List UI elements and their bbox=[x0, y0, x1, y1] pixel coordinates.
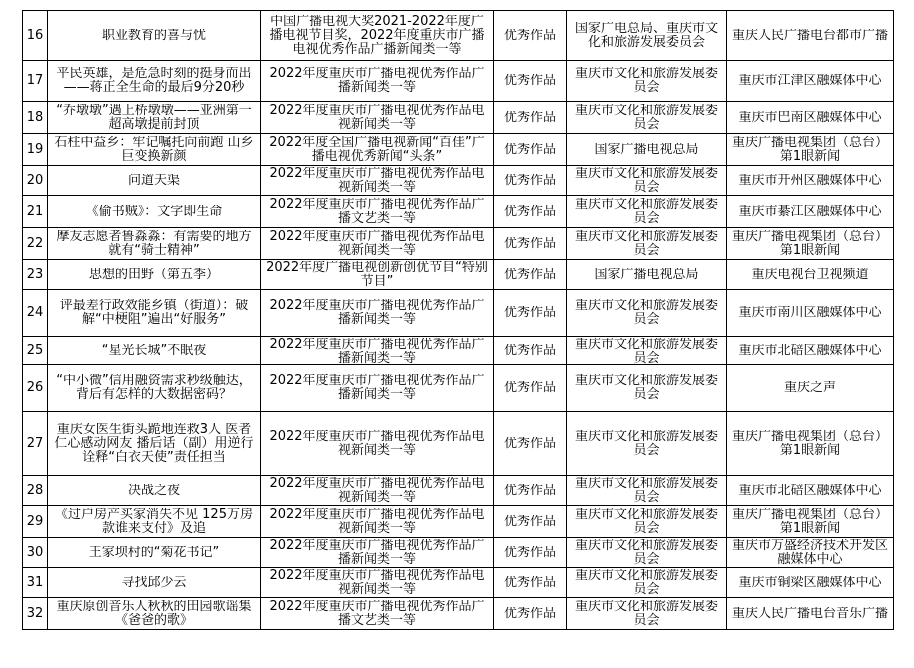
table-row bbox=[23, 228, 894, 260]
work-title: “中小微”信用融资需求秒级触达，背后有怎样的大数据密码？ bbox=[56, 374, 252, 402]
award-name-cell bbox=[261, 166, 494, 196]
row-number: 17 bbox=[26, 74, 44, 88]
submitting-unit-cell bbox=[727, 538, 894, 568]
submitting-unit: 重庆人民广播电台都市广播 bbox=[731, 28, 888, 43]
issuing-organization-cell bbox=[567, 412, 727, 476]
row-number-cell bbox=[23, 290, 48, 337]
award-name-cell bbox=[261, 476, 494, 506]
issuing-organization-cell bbox=[567, 365, 727, 412]
issuing-organization: 重庆市文化和旅游发展委员会 bbox=[574, 229, 718, 258]
row-number-cell bbox=[23, 598, 48, 630]
row-number: 22 bbox=[26, 236, 44, 251]
issuing-organization-cell bbox=[567, 568, 727, 598]
award-grade-cell bbox=[494, 134, 567, 166]
award-grade: 优秀作品 bbox=[503, 381, 556, 395]
row-number: 25 bbox=[26, 343, 44, 358]
submitting-unit-cell bbox=[727, 196, 894, 228]
issuing-organization: 重庆市文化和旅游发展委员会 bbox=[574, 67, 718, 95]
award-grade-cell bbox=[494, 568, 567, 598]
award-name-cell bbox=[261, 506, 494, 538]
award-name: 2022年度重庆市广播电视优秀作品电视新闻类一等 bbox=[269, 229, 485, 258]
award-name-cell bbox=[261, 337, 494, 365]
row-number-cell bbox=[23, 11, 48, 61]
issuing-organization: 重庆市文化和旅游发展委员会 bbox=[574, 374, 718, 402]
work-title: 问道天渠 bbox=[127, 173, 180, 188]
issuing-organization: 国家广播电视总局 bbox=[594, 267, 699, 282]
award-grade-cell bbox=[494, 61, 567, 102]
issuing-organization-cell bbox=[567, 476, 727, 506]
award-name: 2022年度重庆市广播电视优秀作品广播文艺类一等 bbox=[269, 197, 485, 226]
table-row bbox=[23, 506, 894, 538]
award-name: 2022年度重庆市广播电视优秀作品电视新闻类一等 bbox=[269, 507, 485, 536]
work-title: “星光长城”不眠夜 bbox=[101, 343, 207, 358]
row-number-cell bbox=[23, 337, 48, 365]
work-title-cell bbox=[48, 412, 261, 476]
work-title: 职业教育的喜与忧 bbox=[101, 28, 206, 43]
awards-table-body bbox=[23, 11, 894, 630]
table-row bbox=[23, 166, 894, 196]
award-name-cell bbox=[261, 568, 494, 598]
issuing-organization: 重庆市文化和旅游发展委员会 bbox=[574, 568, 718, 597]
work-title-cell bbox=[48, 134, 261, 166]
row-number: 28 bbox=[26, 483, 44, 498]
work-title-cell bbox=[48, 538, 261, 568]
issuing-organization: 重庆市文化和旅游发展委员会 bbox=[574, 299, 718, 327]
work-title-cell bbox=[48, 166, 261, 196]
submitting-unit-cell bbox=[727, 166, 894, 196]
submitting-unit-cell bbox=[727, 260, 894, 290]
award-grade-cell bbox=[494, 365, 567, 412]
submitting-unit-cell bbox=[727, 11, 894, 61]
award-grade-cell bbox=[494, 102, 567, 134]
submitting-unit: 重庆人民广播电台音乐广播 bbox=[731, 606, 888, 621]
row-number-cell bbox=[23, 538, 48, 568]
row-number-cell bbox=[23, 61, 48, 102]
table-row bbox=[23, 365, 894, 412]
submitting-unit-cell bbox=[727, 598, 894, 630]
award-name: 2022年度重庆市广播电视优秀作品广播新闻类一等 bbox=[269, 374, 485, 402]
row-number: 24 bbox=[26, 306, 44, 320]
row-number: 32 bbox=[26, 606, 44, 621]
submitting-unit-cell bbox=[727, 568, 894, 598]
table-row bbox=[23, 538, 894, 568]
submitting-unit: 重庆市綦江区融媒体中心 bbox=[738, 204, 882, 219]
row-number: 31 bbox=[26, 575, 44, 590]
submitting-unit-cell bbox=[727, 228, 894, 260]
award-grade-cell bbox=[494, 290, 567, 337]
award-name: 2022年度重庆市广播电视优秀作品电视新闻类一等 bbox=[269, 103, 485, 132]
row-number: 27 bbox=[26, 436, 44, 451]
award-grade-cell bbox=[494, 476, 567, 506]
table-row bbox=[23, 11, 894, 61]
table-row bbox=[23, 598, 894, 630]
table-row bbox=[23, 476, 894, 506]
work-title-cell bbox=[48, 290, 261, 337]
award-grade-cell bbox=[494, 506, 567, 538]
issuing-organization-cell bbox=[567, 598, 727, 630]
work-title-cell bbox=[48, 196, 261, 228]
submitting-unit: 重庆广播电视集团（总台）第1眼新闻 bbox=[731, 229, 888, 258]
award-name-cell bbox=[261, 365, 494, 412]
row-number: 26 bbox=[26, 381, 44, 395]
submitting-unit-cell bbox=[727, 102, 894, 134]
award-grade-cell bbox=[494, 598, 567, 630]
submitting-unit-cell bbox=[727, 412, 894, 476]
issuing-organization-cell bbox=[567, 538, 727, 568]
row-number-cell bbox=[23, 228, 48, 260]
work-title-cell bbox=[48, 506, 261, 538]
row-number-cell bbox=[23, 134, 48, 166]
table-row bbox=[23, 290, 894, 337]
table-row bbox=[23, 337, 894, 365]
award-grade: 优秀作品 bbox=[503, 483, 556, 498]
award-grade: 优秀作品 bbox=[503, 173, 556, 188]
submitting-unit-cell bbox=[727, 337, 894, 365]
issuing-organization: 重庆市文化和旅游发展委员会 bbox=[574, 507, 718, 536]
award-grade: 优秀作品 bbox=[503, 110, 556, 125]
issuing-organization: 重庆市文化和旅游发展委员会 bbox=[574, 103, 718, 132]
work-title: 《过户房产买家消失不见 125万房款谁来支付》及追 bbox=[55, 507, 253, 536]
award-name: 2022年度重庆市广播电视优秀作品电视新闻类一等 bbox=[269, 429, 485, 458]
row-number-cell bbox=[23, 102, 48, 134]
award-name-cell bbox=[261, 61, 494, 102]
row-number: 23 bbox=[26, 267, 44, 282]
issuing-organization-cell bbox=[567, 134, 727, 166]
award-grade: 优秀作品 bbox=[503, 606, 556, 621]
award-name: 2022年度重庆市广播电视优秀作品电视新闻类一等 bbox=[269, 568, 485, 597]
table-row bbox=[23, 568, 894, 598]
award-name-cell bbox=[261, 11, 494, 61]
award-grade-cell bbox=[494, 412, 567, 476]
submitting-unit: 重庆广播电视集团（总台）第1眼新闻 bbox=[731, 429, 888, 458]
award-grade-cell bbox=[494, 196, 567, 228]
award-grade-cell bbox=[494, 337, 567, 365]
submitting-unit-cell bbox=[727, 290, 894, 337]
submitting-unit: 重庆广播电视集团（总台）第1眼新闻 bbox=[731, 135, 888, 164]
award-grade: 优秀作品 bbox=[503, 575, 556, 590]
work-title: 寻找邱少云 bbox=[121, 575, 187, 590]
work-title-cell bbox=[48, 598, 261, 630]
award-name: 2022年度重庆市广播电视优秀作品广播新闻类一等 bbox=[269, 299, 485, 327]
award-grade-cell bbox=[494, 166, 567, 196]
award-name: 2022年度重庆市广播电视优秀作品广播文艺类一等 bbox=[269, 599, 485, 628]
issuing-organization-cell bbox=[567, 228, 727, 260]
issuing-organization-cell bbox=[567, 337, 727, 365]
submitting-unit-cell bbox=[727, 365, 894, 412]
work-title-cell bbox=[48, 260, 261, 290]
work-title-cell bbox=[48, 337, 261, 365]
work-title: 重庆女医生街头跪地连救3人 医者仁心感动网友 播后话（副）用逆行诠释“白衣天使”责任担当 bbox=[54, 422, 254, 465]
issuing-organization: 重庆市文化和旅游发展委员会 bbox=[574, 538, 718, 567]
award-name-cell bbox=[261, 196, 494, 228]
row-number: 16 bbox=[26, 28, 44, 43]
award-name-cell bbox=[261, 228, 494, 260]
award-grade: 优秀作品 bbox=[503, 236, 556, 251]
award-name-cell bbox=[261, 538, 494, 568]
award-name: 2022年度重庆市广播电视优秀作品电视新闻类一等 bbox=[269, 166, 485, 195]
table-row bbox=[23, 102, 894, 134]
submitting-unit: 重庆电视台卫视频道 bbox=[751, 267, 869, 282]
table-row bbox=[23, 260, 894, 290]
submitting-unit-cell bbox=[727, 506, 894, 538]
issuing-organization: 重庆市文化和旅游发展委员会 bbox=[574, 476, 718, 505]
row-number-cell bbox=[23, 568, 48, 598]
award-grade: 优秀作品 bbox=[503, 436, 556, 451]
issuing-organization-cell bbox=[567, 506, 727, 538]
work-title-cell bbox=[48, 61, 261, 102]
table-row bbox=[23, 196, 894, 228]
work-title: 决战之夜 bbox=[127, 483, 180, 498]
submitting-unit: 重庆市铜梁区融媒体中心 bbox=[738, 575, 882, 590]
work-title: “乔墩墩”遇上桥墩墩——亚洲第一超高墩提前封顶 bbox=[56, 103, 252, 132]
row-number-cell bbox=[23, 166, 48, 196]
award-name-cell bbox=[261, 134, 494, 166]
table-row bbox=[23, 134, 894, 166]
award-grade: 优秀作品 bbox=[503, 343, 556, 358]
issuing-organization-cell bbox=[567, 102, 727, 134]
award-name: 中国广播电视大奖2021-2022年度广播电视节目奖，2022年度重庆市广播电视优秀作品广播新闻类一等 bbox=[269, 14, 485, 57]
issuing-organization: 重庆市文化和旅游发展委员会 bbox=[574, 197, 718, 226]
work-title: 重庆原创音乐人秋秋的田园歌谣集《爸爸的歌》 bbox=[56, 599, 252, 628]
award-grade: 优秀作品 bbox=[503, 28, 556, 43]
award-name: 2022年度重庆市广播电视优秀作品广播新闻类一等 bbox=[269, 538, 485, 567]
work-title-cell bbox=[48, 568, 261, 598]
award-name: 2022年度重庆市广播电视优秀作品电视新闻类一等 bbox=[269, 476, 485, 505]
award-grade: 优秀作品 bbox=[503, 514, 556, 529]
submitting-unit: 重庆广播电视集团（总台）第1眼新闻 bbox=[731, 507, 888, 536]
award-name: 2022年度重庆市广播电视优秀作品广播新闻类一等 bbox=[269, 67, 485, 95]
submitting-unit-cell bbox=[727, 134, 894, 166]
row-number: 30 bbox=[26, 545, 44, 560]
work-title-cell bbox=[48, 11, 261, 61]
work-title: 王家坝村的“菊花书记” bbox=[88, 545, 220, 560]
award-grade-cell bbox=[494, 228, 567, 260]
work-title-cell bbox=[48, 476, 261, 506]
work-title: 石柱中益乡：牢记嘱托向前跑 山乡巨变换新颜 bbox=[54, 135, 254, 164]
issuing-organization-cell bbox=[567, 166, 727, 196]
row-number: 19 bbox=[26, 142, 44, 157]
award-grade-cell bbox=[494, 11, 567, 61]
issuing-organization: 国家广播电视总局 bbox=[594, 142, 699, 157]
submitting-unit-cell bbox=[727, 476, 894, 506]
row-number-cell bbox=[23, 476, 48, 506]
issuing-organization-cell bbox=[567, 11, 727, 61]
issuing-organization-cell bbox=[567, 196, 727, 228]
issuing-organization-cell bbox=[567, 290, 727, 337]
award-name-cell bbox=[261, 102, 494, 134]
work-title-cell bbox=[48, 102, 261, 134]
issuing-organization: 国家广电总局、重庆市文化和旅游发展委员会 bbox=[574, 21, 718, 50]
row-number-cell bbox=[23, 260, 48, 290]
submitting-unit: 重庆市开州区融媒体中心 bbox=[738, 173, 882, 188]
submitting-unit: 重庆市南川区融媒体中心 bbox=[738, 306, 882, 320]
row-number: 20 bbox=[26, 173, 44, 188]
submitting-unit: 重庆市北碚区融媒体中心 bbox=[738, 483, 882, 498]
awards-table bbox=[22, 10, 894, 630]
issuing-organization: 重庆市文化和旅游发展委员会 bbox=[574, 599, 718, 628]
award-name-cell bbox=[261, 260, 494, 290]
award-grade: 优秀作品 bbox=[503, 74, 556, 88]
award-grade: 优秀作品 bbox=[503, 545, 556, 560]
row-number: 29 bbox=[26, 514, 44, 529]
work-title: 平民英雄，是危急时刻的挺身而出——蒋正全生命的最后9分20秒 bbox=[56, 67, 252, 95]
table-row bbox=[23, 412, 894, 476]
award-name-cell bbox=[261, 598, 494, 630]
issuing-organization-cell bbox=[567, 260, 727, 290]
row-number-cell bbox=[23, 412, 48, 476]
row-number: 18 bbox=[26, 110, 44, 125]
issuing-organization: 重庆市文化和旅游发展委员会 bbox=[574, 337, 718, 364]
award-grade: 优秀作品 bbox=[503, 306, 556, 320]
row-number-cell bbox=[23, 506, 48, 538]
work-title: 《偷书贼》：文字即生命 bbox=[85, 204, 223, 219]
submitting-unit: 重庆市巴南区融媒体中心 bbox=[738, 110, 882, 125]
submitting-unit: 重庆市万盛经济技术开发区融媒体中心 bbox=[731, 538, 888, 567]
work-title-cell bbox=[48, 228, 261, 260]
row-number-cell bbox=[23, 365, 48, 412]
work-title: 摩友志愿者鲁淼淼：有需要的地方就有“骑士精神” bbox=[56, 229, 252, 258]
issuing-organization-cell bbox=[567, 61, 727, 102]
work-title: 思想的田野（第五季） bbox=[88, 267, 219, 282]
award-name: 2022年度重庆市广播电视优秀作品广播新闻类一等 bbox=[269, 337, 485, 364]
award-name: 2022年度全国广播电视新闻“百佳”广播电视优秀新闻“头条” bbox=[269, 135, 485, 164]
award-grade-cell bbox=[494, 260, 567, 290]
submitting-unit: 重庆市北碚区融媒体中心 bbox=[738, 343, 882, 358]
submitting-unit: 重庆市江津区融媒体中心 bbox=[738, 74, 882, 88]
award-name-cell bbox=[261, 290, 494, 337]
work-title: 评最差行政效能乡镇（街道）：破解“中梗阻”遍出“好服务” bbox=[59, 299, 249, 327]
award-grade: 优秀作品 bbox=[503, 142, 556, 157]
award-name-cell bbox=[261, 412, 494, 476]
row-number-cell bbox=[23, 196, 48, 228]
submitting-unit-cell bbox=[727, 61, 894, 102]
award-name: 2022年度广播电视创新创优节目“特别节目” bbox=[266, 260, 488, 289]
submitting-unit: 重庆之声 bbox=[783, 381, 836, 395]
row-number: 21 bbox=[26, 204, 44, 219]
issuing-organization: 重庆市文化和旅游发展委员会 bbox=[574, 166, 718, 195]
award-grade-cell bbox=[494, 538, 567, 568]
award-grade: 优秀作品 bbox=[503, 267, 556, 282]
work-title-cell bbox=[48, 365, 261, 412]
issuing-organization: 重庆市文化和旅游发展委员会 bbox=[574, 429, 718, 458]
table-row bbox=[23, 61, 894, 102]
award-grade: 优秀作品 bbox=[503, 204, 556, 219]
